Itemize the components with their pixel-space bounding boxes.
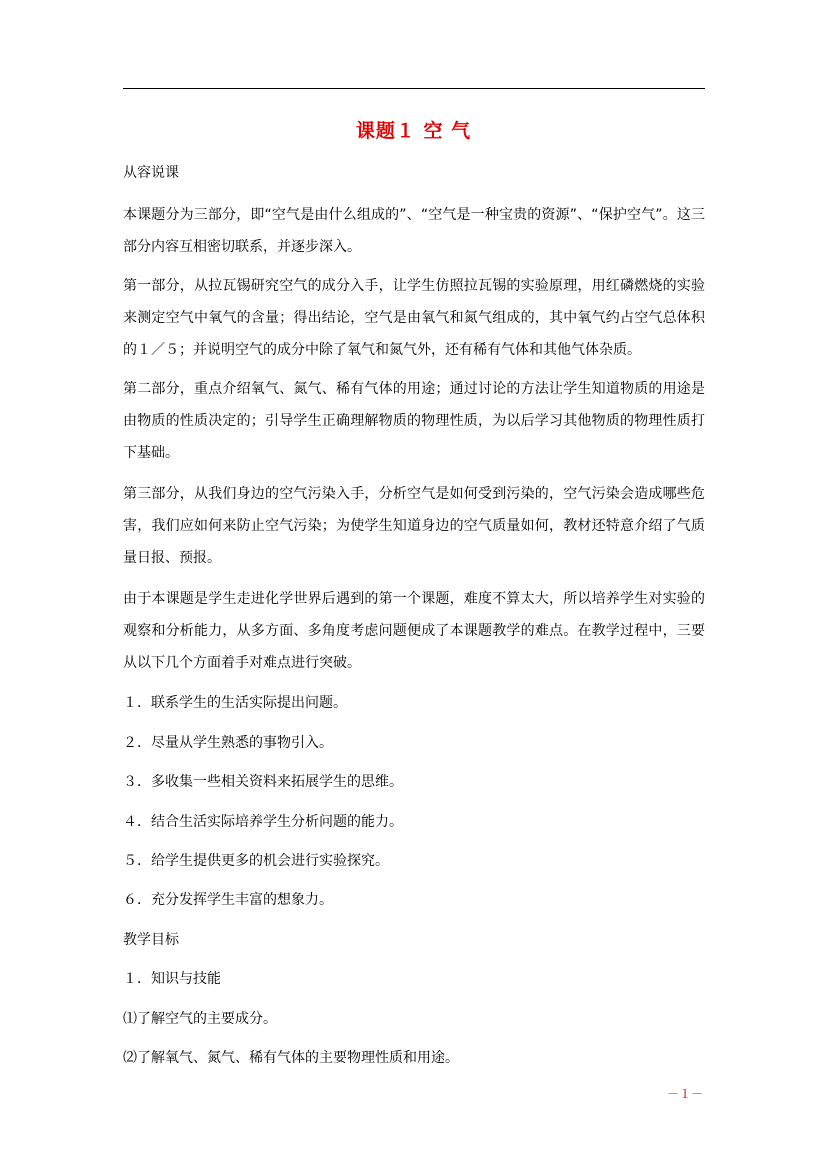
goal-item: ⑴了解空气的主要成分。 — [123, 1011, 277, 1027]
section-heading-intro: 从容说课 — [123, 165, 179, 181]
page-title: 课题１ 空 气 — [355, 120, 472, 142]
list-item: ５．给学生提供更多的机会进行实验探究。 — [123, 853, 389, 869]
paragraph-5: 由于本课题是学生走进化学世界后遇到的第一个课题，难度不算太大，所以培养学生对实验的观察和分析能力，从多方面、多角度考虑问题便成了本课题教学的难点。在教学过程中，三要从以下几个方面着手对难点进行突破。 — [123, 591, 705, 671]
paragraph-2: 第一部分，从拉瓦锡研究空气的成分入手，让学生仿照拉瓦锡的实验原理，用红磷燃烧的实验来测定空气中氧气的含量；得出结论，空气是由氧气和氮气组成的，其中氧气约占空气总体积的１／５；并说明空气的成分中除了氧气和氮气外，还有稀有气体和其他气体杂质。 — [123, 278, 705, 358]
list-item: ２．尽量从学生熟悉的事物引入。 — [123, 735, 333, 751]
section-heading-goals: 教学目标 — [123, 932, 179, 948]
goal-item: ⑵了解氧气、氮气、稀有气体的主要物理性质和用途。 — [123, 1050, 459, 1066]
header-rule — [123, 88, 705, 89]
goal-heading: １．知识与技能 — [123, 971, 221, 987]
list-item: １．联系学生的生活实际提出问题。 — [123, 695, 347, 711]
page-number: －１－ — [666, 1087, 703, 1101]
paragraph-3: 第二部分，重点介绍氧气、氮气、稀有气体的用途；通过讨论的方法让学生知道物质的用途是由物质的性质决定的；引导学生正确理解物质的物理性质，为以后学习其他物质的物理性质打下基础。 — [123, 381, 705, 461]
list-item: ４．结合生活实际培养学生分析问题的能力。 — [123, 814, 403, 830]
list-item: ３．多收集一些相关资料来拓展学生的思维。 — [123, 774, 403, 790]
list-item: ６．充分发挥学生丰富的想象力。 — [123, 892, 333, 908]
paragraph-1: 本课题分为三部分，即“空气是由什么组成的”、“空气是一种宝贵的资源”、“保护空气”。这三部分内容互相密切联系，并逐步深入。 — [123, 207, 705, 255]
paragraph-4: 第三部分，从我们身边的空气污染入手，分析空气是如何受到污染的，空气污染会造成哪些危害，我们应如何来防止空气污染；为使学生知道身边的空气质量如何，教材还特意介绍了气质量日报、预报。 — [123, 486, 705, 566]
